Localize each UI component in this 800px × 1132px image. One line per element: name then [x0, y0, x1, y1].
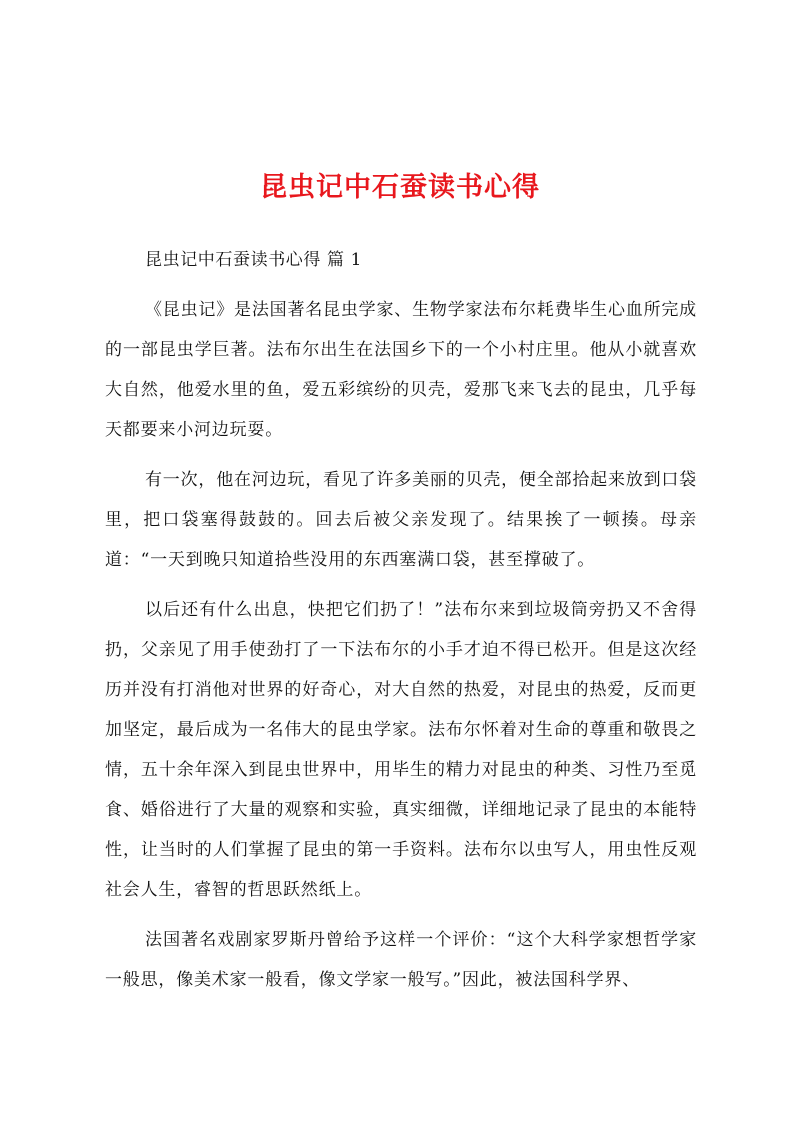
paragraph-2: 有一次，他在河边玩，看见了许多美丽的贝壳，便全部拾起来放到口袋里，把口袋塞得鼓鼓的。回去后被父亲发现了。结果挨了一顿揍。母亲道：“一天到晚只知道拾些没用的东西塞满口袋，甚至撑破了。 [105, 470, 697, 570]
document-title: 昆虫记中石蚕读书心得 [260, 172, 540, 203]
document-body [105, 240, 697, 1000]
paragraph-4: 法国著名戏剧家罗斯丹曾给予这样一个评价：“这个大科学家想哲学家一般思，像美术家一般看，像文学家一般写。”因此，被法国科学界、 [105, 930, 697, 990]
section-heading: 昆虫记中石蚕读书心得 篇 1 [145, 250, 363, 270]
paragraph-3: 以后还有什么出息，快把它们扔了！”法布尔来到垃圾筒旁扔又不舍得扔，父亲见了用手使劲打了一下法布尔的小手才迫不得已松开。但是这次经历并没有打消他对世界的好奇心，对大自然的热爱，对昆虫的热爱，反而更加坚定，最后成为一名伟大的昆虫学家。法布尔怀着对生命的尊重和敬畏之情，五十余年深入到昆虫世界中，用毕生的精力对昆虫的种类、习性乃至觅食、婚俗进行了大量的观察和实验，真实细微，详细地记录了昆虫的本能特性，让当时的人们掌握了昆虫的第一手资料。法布尔以虫写人，用虫性反观社会人生，睿智的哲思跃然纸上。 [105, 600, 697, 900]
paragraph-1: 《昆虫记》是法国著名昆虫学家、生物学家法布尔耗费毕生心血所完成的一部昆虫学巨著。法布尔出生在法国乡下的一个小村庄里。他从小就喜欢大自然，他爱水里的鱼，爱五彩缤纷的贝壳，爱那飞来飞去的昆虫，几乎每天都要来小河边玩耍。 [105, 300, 697, 440]
